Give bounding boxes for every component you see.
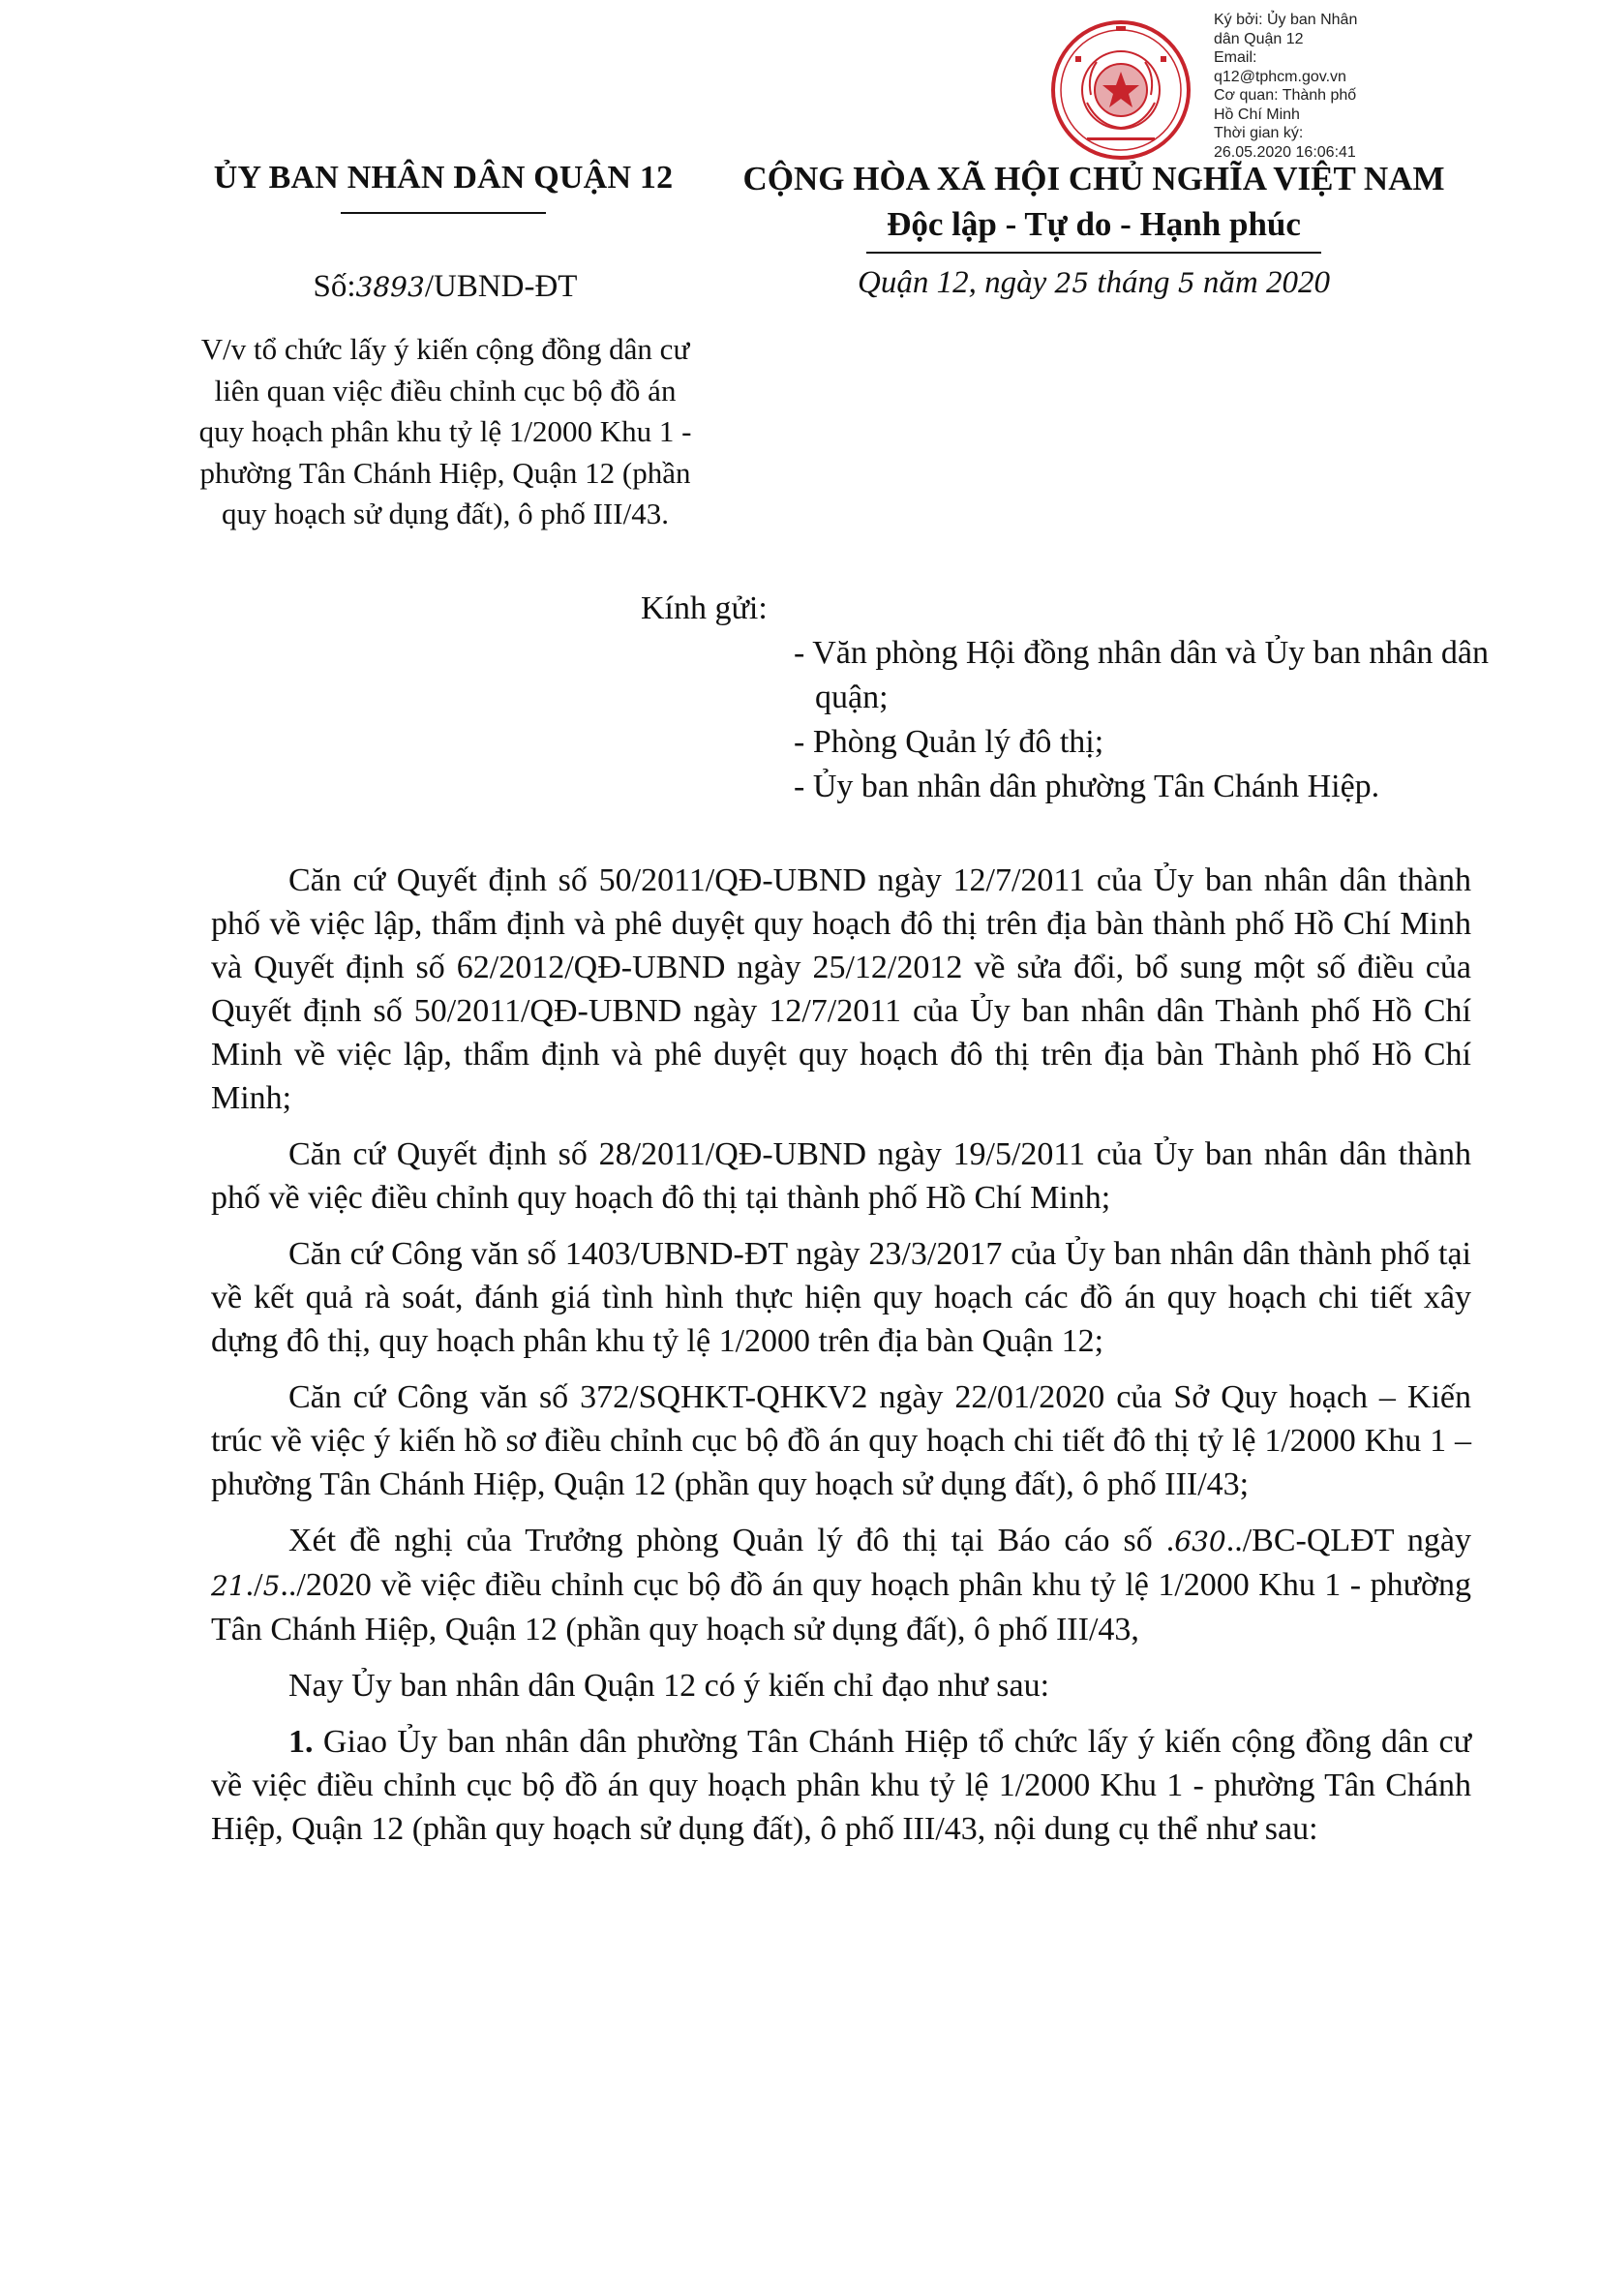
document-subject: V/v tổ chức lấy ý kiến cộng đồng dân cư liên quan việc điều chỉnh cục bộ đồ án quy hoạch phân khu tỷ lệ 1/2000 Khu 1 - phường Tân Chánh Hiệp, Quận 12 (phần quy hoạch sử dụng đất), ô phố III/43. — [198, 332, 692, 530]
date-place: Quận 12, ngày — [858, 265, 1055, 300]
p5-text-a: Xét đề nghị của Trưởng phòng Quản lý đô thị tại Báo cáo số . — [288, 1523, 1175, 1558]
body-paragraph: Căn cứ Công văn số 1403/UBND-ĐT ngày 23/3/2017 của Ủy ban nhân dân thành phố tại về kết quả rà soát, đánh giá tình hình thực hiện quy hoạch các đồ án quy hoạch chi tiết xây dựng đô thị, quy hoạch phân khu tỷ lệ 1/2000 trên địa bàn Quận 12; — [211, 1236, 1471, 1359]
body-paragraph — [211, 1519, 1471, 1651]
recipient-list — [794, 631, 1491, 809]
date-month: 5 — [1177, 267, 1195, 299]
signature-line: Thời gian ký: — [1214, 125, 1304, 141]
p5-text-c: ./ — [245, 1567, 263, 1603]
national-motto: Độc lập - Tự do - Hạnh phúc — [887, 205, 1301, 243]
agency-underline — [341, 212, 546, 214]
document-body — [211, 859, 1471, 1863]
body-paragraph: Căn cứ Quyết định số 50/2011/QĐ-UBND ngày 12/7/2011 của Ủy ban nhân dân thành phố về việc lập, thẩm định và phê duyệt quy hoạch đô thị trên địa bàn thành phố Hồ Chí Minh và Quyết định số 62/2012/QĐ-UBND ngày 25/12/2012 về sửa đổi, bổ sung một số điều của Quyết định số 50/2011/QĐ-UBND ngày 12/7/2011 của Ủy ban nhân dân Thành phố Hồ Chí Minh về việc lập, thẩm định và phê duyệt quy hoạch đô thị trên địa bàn Thành phố Hồ Chí Minh; — [211, 862, 1471, 1116]
signature-line: Cơ quan: Thành phố — [1214, 87, 1357, 104]
digital-signature-info — [1214, 11, 1456, 162]
item-number: 1. — [288, 1724, 314, 1760]
recipient-item: - Văn phòng Hội đồng nhân dân và Ủy ban nhân dân quận; — [794, 635, 1489, 715]
signature-line: 26.05.2020 16:06:41 — [1214, 143, 1356, 161]
national-title: CỘNG HÒA XÃ HỘI CHỦ NGHĨA VIỆT NAM — [742, 160, 1445, 197]
signature-line: Ký bởi: Ủy ban Nhân — [1214, 12, 1358, 28]
date-day: 25 — [1054, 267, 1090, 299]
signature-line: Email: — [1214, 49, 1257, 66]
doc-number-suffix: /UBND-ĐT — [424, 269, 578, 304]
issuing-agency: ỦY BAN NHÂN DÂN QUẬN 12 — [213, 160, 674, 196]
doc-number-handwritten: 3893 — [355, 271, 425, 303]
date-month-word: tháng — [1089, 265, 1178, 300]
salutation: Kính gửi: — [641, 590, 768, 626]
p5-text-b: ../BC-QLĐT ngày — [1225, 1523, 1471, 1558]
report-number-handwritten: 630 — [1174, 1526, 1226, 1557]
recipient-item: - Ủy ban nhân dân phường Tân Chánh Hiệp. — [794, 769, 1380, 804]
signature-line: q12@tphcm.gov.vn — [1214, 68, 1346, 85]
doc-number-prefix: Số: — [313, 269, 356, 304]
seal-emblem-icon — [1048, 17, 1193, 163]
document-number — [194, 269, 697, 305]
date-year: năm 2020 — [1194, 265, 1330, 300]
motto-underline — [866, 252, 1321, 254]
body-paragraph — [211, 1720, 1471, 1851]
report-month-handwritten: 5 — [262, 1570, 281, 1602]
recipient-item: - Phòng Quản lý đô thị; — [794, 724, 1104, 760]
body-paragraph: Căn cứ Quyết định số 28/2011/QĐ-UBND ngày 19/5/2011 của Ủy ban nhân dân thành phố về việc điều chỉnh quy hoạch đô thị tại thành phố Hồ Chí Minh; — [211, 1136, 1471, 1216]
signature-line: Hồ Chí Minh — [1214, 106, 1300, 123]
official-seal — [1048, 17, 1193, 163]
place-and-date — [716, 265, 1471, 301]
report-day-handwritten: 21 — [211, 1570, 246, 1602]
item-text: Giao Ủy ban nhân dân phường Tân Chánh Hiệp tổ chức lấy ý kiến cộng đồng dân cư về việc điều chỉnh cục bộ đồ án quy hoạch phân khu tỷ lệ 1/2000 Khu 1 - phường Tân Chánh Hiệp, Quận 12 (phần quy hoạch sử dụng đất), ô phố III/43, nội dung cụ thể như sau: — [211, 1724, 1471, 1847]
body-paragraph: Căn cứ Công văn số 372/SQHKT-QHKV2 ngày 22/01/2020 của Sở Quy hoạch – Kiến trúc về việc ý kiến hồ sơ điều chỉnh cục bộ đồ án quy hoạch chi tiết đô thị tỷ lệ 1/2000 Khu 1 – phường Tân Chánh Hiệp, Quận 12 (phần quy hoạch sử dụng đất), ô phố III/43; — [211, 1379, 1471, 1502]
p5-text-d: ../2020 về việc điều chỉnh cục bộ đồ án quy hoạch phân khu tỷ lệ 1/2000 Khu 1 - phường Tân Chánh Hiệp, Quận 12 (phần quy hoạch sử dụng đất), ô phố III/43, — [211, 1567, 1471, 1647]
body-paragraph: Nay Ủy ban nhân dân Quận 12 có ý kiến chỉ đạo như sau: — [288, 1668, 1050, 1704]
signature-line: dân Quận 12 — [1214, 30, 1304, 47]
